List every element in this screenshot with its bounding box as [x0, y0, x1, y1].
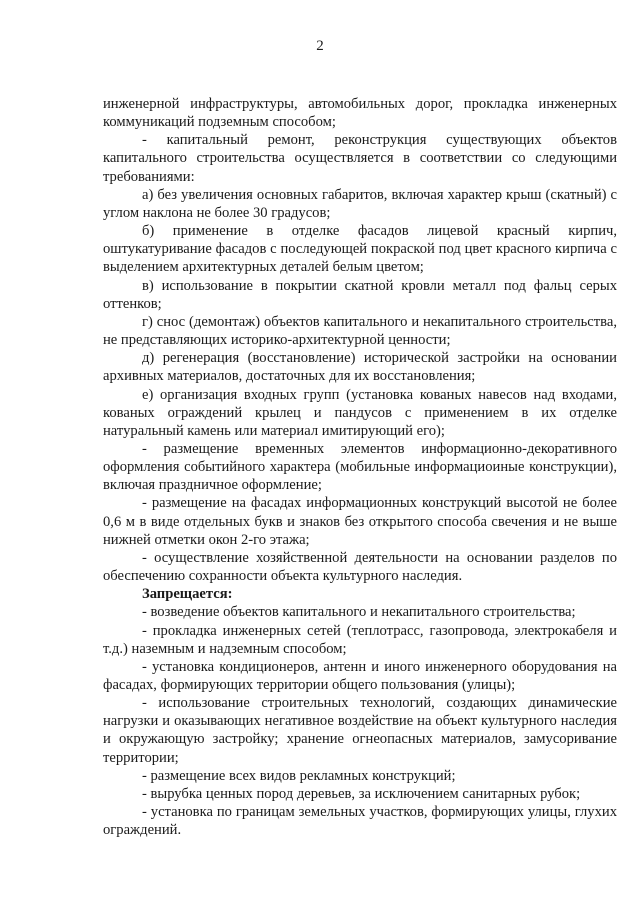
paragraph: е) организация входных групп (установка кованых навесов над входами, кованых ограждений крылец и пандусов с применением в их отделке натуральный камень или материал имитирующий его);	[103, 386, 617, 439]
paragraph: - использование строительных технологий, создающих динамические нагрузки и оказывающих негативное воздействие на объект культурного наследия и окружающую застройку; хранение огнеопасных материалов, замусоривание территории;	[103, 695, 617, 766]
paragraph: - размещение на фасадах информационных конструкций высотой не более 0,6 м в виде отдельных букв и знаков без открытого способа свечения и не выше нижней отметки окон 2-го этажа;	[103, 495, 617, 548]
section-heading: Запрещается:	[142, 586, 233, 603]
page-number: 2	[316, 38, 324, 54]
paragraph: - установка кондиционеров, антенн и иного инженерного оборудования на фасадах, формирующих территории общего пользования (улицы);	[103, 658, 617, 693]
paragraph: г) снос (демонтаж) объектов капитального и некапитального строительства, не представляющих историко-архитектурной ценности;	[103, 313, 617, 349]
paragraph: - размещение всех видов рекламных конструкций;	[142, 767, 456, 784]
paragraph: - капитальный ремонт, реконструкция существующих объектов капитального строительства осуществляется в соответствии со следующими требованиями:	[103, 132, 617, 185]
paragraph: - прокладка инженерных сетей (теплотрасс, газопровода, электрокабеля и т.д.) наземным и надземным способом;	[103, 622, 617, 657]
document-body	[103, 95, 617, 839]
paragraph: - возведение объектов капитального и некапитального строительства;	[142, 604, 576, 621]
paragraph: - установка по границам земельных участков, формирующих улицы, глухих ограждений.	[103, 804, 617, 839]
paragraph: а) без увеличения основных габаритов, включая характер крыш (скатный) с углом наклона не более 30 градусов;	[103, 186, 617, 221]
paragraph: в) использование в покрытии скатной кровли металл под фальц серых оттенков;	[103, 277, 617, 312]
paragraph: - вырубка ценных пород деревьев, за исключением санитарных рубок;	[142, 785, 581, 802]
paragraph: - осуществление хозяйственной деятельности на основании разделов по обеспечению сохранности объекта культурного наследия.	[103, 549, 617, 585]
paragraph: б) применение в отделке фасадов лицевой красный кирпич, оштукатуривание фасадов с последующей покраской под цвет красного кирпича с выделением архитектурных деталей белым цветом;	[103, 223, 617, 276]
paragraph: д) регенерация (восстановление) исторической застройки на основании архивных материалов, достаточных для их восстановления;	[103, 350, 617, 385]
paragraph: - размещение временных элементов информационно-декоративного оформления событийного характера (мобильные информациоиные конструкции), включая праздничное оформление;	[103, 440, 617, 494]
paragraph: инженерной инфраструктуры, автомобильных дорог, прокладка инженерных коммуникаций подземным способом;	[103, 96, 617, 131]
